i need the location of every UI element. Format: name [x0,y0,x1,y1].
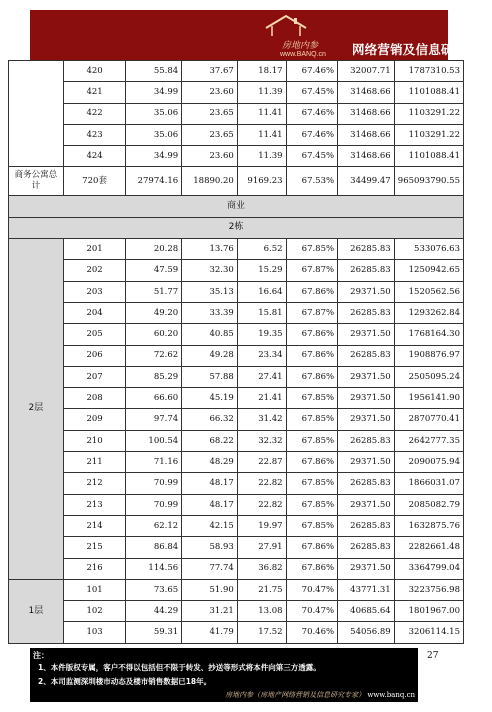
value-cell: 29371.50 [338,494,395,515]
value-cell: 15.81 [237,302,286,323]
value-cell: 67.85% [286,409,338,430]
value-cell: 48.29 [182,452,238,473]
unit-number-cell: 212 [63,473,126,494]
floor-1-label: 1层 [9,579,64,643]
table-row [9,239,464,260]
unit-price-table [8,60,464,644]
value-cell: 1768164.30 [394,324,463,345]
value-cell: 37.67 [182,61,238,82]
table-row [9,103,464,124]
value-cell: 35.06 [126,103,182,124]
unit-number-cell: 211 [63,452,126,473]
value-cell: 67.86% [286,324,338,345]
value-cell: 67.85% [286,515,338,536]
table-row [9,537,464,558]
value-cell: 13.08 [237,601,286,622]
value-cell: 1866031.07 [394,473,463,494]
value-cell: 3206114.15 [394,622,463,643]
value-cell: 67.86% [286,366,338,387]
section-commercial-label: 商业 [9,196,464,217]
total-price: 34499.47 [338,167,395,196]
table-row [9,622,464,643]
value-cell: 32.32 [237,430,286,451]
table-row [9,473,464,494]
value-cell: 31468.66 [338,82,395,103]
unit-number-cell: 213 [63,494,126,515]
floor-label-empty [9,61,64,167]
unit-number-cell: 206 [63,345,126,366]
footer-notes [30,648,418,702]
note-label: 注： [33,651,49,660]
value-cell: 35.06 [126,124,182,145]
value-cell: 22.82 [237,494,286,515]
value-cell: 67.87% [286,260,338,281]
value-cell: 57.88 [182,366,238,387]
value-cell: 1103291.22 [394,103,463,124]
table-body-floor-1 [9,579,464,643]
note-copyright: 1、本件版权专属，客户不得以包括但不限于转发、抄送等形式将本件向第三方透露。 [38,663,321,672]
value-cell: 1293262.84 [394,302,463,323]
section-row-building [9,217,464,238]
value-cell: 31.21 [182,601,238,622]
value-cell: 85.29 [126,366,182,387]
value-cell: 16.64 [237,281,286,302]
footer-brand-name: 房地内参（房地产网络营销及信息研究专家） [225,691,366,699]
value-cell: 32.30 [182,260,238,281]
value-cell: 29371.50 [338,558,395,579]
table-body-apartments [9,61,464,167]
value-cell: 2642777.35 [394,430,463,451]
value-cell: 29371.50 [338,366,395,387]
table-row [9,260,464,281]
value-cell: 26285.83 [338,345,395,366]
value-cell: 34.99 [126,82,182,103]
table-row [9,601,464,622]
value-cell: 21.75 [237,579,286,600]
value-cell: 48.17 [182,473,238,494]
value-cell: 67.85% [286,239,338,260]
value-cell: 67.85% [286,430,338,451]
value-cell: 23.65 [182,103,238,124]
table-row [9,82,464,103]
value-cell: 68.22 [182,430,238,451]
unit-number-cell: 424 [63,146,126,167]
value-cell: 73.65 [126,579,182,600]
value-cell: 26285.83 [338,473,395,494]
value-cell: 51.90 [182,579,238,600]
unit-number-cell: 209 [63,409,126,430]
value-cell: 1956141.90 [394,388,463,409]
value-cell: 86.84 [126,537,182,558]
page-number: 27 [427,651,439,661]
value-cell: 11.41 [237,124,286,145]
unit-number-cell: 420 [63,61,126,82]
value-cell: 11.39 [237,82,286,103]
value-cell: 67.87% [286,302,338,323]
value-cell: 6.52 [237,239,286,260]
value-cell: 67.86% [286,452,338,473]
value-cell: 41.79 [182,622,238,643]
value-cell: 31468.66 [338,146,395,167]
unit-number-cell: 215 [63,537,126,558]
table-row [9,579,464,600]
value-cell: 67.45% [286,146,338,167]
table-row [9,281,464,302]
value-cell: 32007.71 [338,61,395,82]
value-cell: 21.41 [237,388,286,409]
value-cell: 26285.83 [338,260,395,281]
value-cell: 67.85% [286,388,338,409]
value-cell: 22.82 [237,473,286,494]
brand-url-text: www.BANQ.cn [280,51,326,58]
value-cell: 11.41 [237,103,286,124]
value-cell: 1250942.65 [394,260,463,281]
unit-number-cell: 101 [63,579,126,600]
brand-script-text: 房地内参 [282,41,319,51]
table-row [9,494,464,515]
value-cell: 1101088.41 [394,82,463,103]
unit-number-cell: 205 [63,324,126,345]
value-cell: 67.46% [286,61,338,82]
table-row [9,366,464,387]
table-row [9,409,464,430]
value-cell: 13.76 [182,239,238,260]
table-row [9,452,464,473]
value-cell: 70.47% [286,601,338,622]
value-cell: 45.19 [182,388,238,409]
value-cell: 67.45% [286,82,338,103]
value-cell: 33.39 [182,302,238,323]
value-cell: 1787310.53 [394,61,463,82]
value-cell: 2505095.24 [394,366,463,387]
value-cell: 62.12 [126,515,182,536]
value-cell: 2870770.41 [394,409,463,430]
value-cell: 60.20 [126,324,182,345]
value-cell: 31468.66 [338,124,395,145]
section-building-label: 2栋 [9,217,464,238]
value-cell: 54056.89 [338,622,395,643]
value-cell: 20.28 [126,239,182,260]
value-cell: 23.65 [182,124,238,145]
value-cell: 1632875.76 [394,515,463,536]
value-cell: 11.39 [237,146,286,167]
total-ratio: 67.53% [286,167,338,196]
value-cell: 70.99 [126,473,182,494]
table-row [9,302,464,323]
value-cell: 26285.83 [338,430,395,451]
value-cell: 1101088.41 [394,146,463,167]
value-cell: 36.82 [237,558,286,579]
table-row [9,61,464,82]
unit-number-cell: 207 [63,366,126,387]
value-cell: 17.52 [237,622,286,643]
value-cell: 31.42 [237,409,286,430]
unit-number-cell: 208 [63,388,126,409]
table-row [9,430,464,451]
value-cell: 44.29 [126,601,182,622]
value-cell: 27.41 [237,366,286,387]
value-cell: 2085082.79 [394,494,463,515]
value-cell: 2282661.48 [394,537,463,558]
value-cell: 58.93 [182,537,238,558]
value-cell: 67.85% [286,494,338,515]
value-cell: 19.35 [237,324,286,345]
total-sum: 965093790.55 [394,167,463,196]
unit-number-cell: 204 [63,302,126,323]
footer-brand-url: www.banq.cn [367,691,415,699]
value-cell: 49.28 [182,345,238,366]
floor-2-label: 2层 [9,239,64,580]
total-label: 商务公寓总计 [9,167,64,196]
brand-title: 网络营销及信息研究专家 [352,42,492,57]
value-cell: 70.47% [286,579,338,600]
value-cell: 2090075.94 [394,452,463,473]
value-cell: 29371.50 [338,452,395,473]
total-shared: 9169.23 [237,167,286,196]
value-cell: 1520562.56 [394,281,463,302]
value-cell: 26285.83 [338,537,395,558]
unit-number-cell: 422 [63,103,126,124]
value-cell: 66.60 [126,388,182,409]
value-cell: 26285.83 [338,302,395,323]
table-row [9,388,464,409]
value-cell: 22.87 [237,452,286,473]
value-cell: 59.31 [126,622,182,643]
value-cell: 67.86% [286,281,338,302]
total-inner: 18890.20 [182,167,238,196]
report-header-banner [30,10,492,60]
value-cell: 97.74 [126,409,182,430]
total-area: 27974.16 [126,167,182,196]
footer-brand [225,690,415,700]
value-cell: 77.74 [182,558,238,579]
value-cell: 18.17 [237,61,286,82]
value-cell: 29371.50 [338,388,395,409]
value-cell: 67.86% [286,558,338,579]
value-cell: 34.99 [126,146,182,167]
value-cell: 3364799.04 [394,558,463,579]
unit-number-cell: 203 [63,281,126,302]
unit-number-cell: 214 [63,515,126,536]
value-cell: 72.62 [126,345,182,366]
value-cell: 1801967.00 [394,601,463,622]
value-cell: 15.29 [237,260,286,281]
value-cell: 67.85% [286,473,338,494]
value-cell: 70.99 [126,494,182,515]
table-row-total [9,167,464,196]
value-cell: 26285.83 [338,239,395,260]
house-logo-icon [262,14,310,40]
value-cell: 533076.63 [394,239,463,260]
value-cell: 29371.50 [338,409,395,430]
value-cell: 66.32 [182,409,238,430]
unit-number-cell: 102 [63,601,126,622]
table-body-floor-2 [9,239,464,580]
value-cell: 49.20 [126,302,182,323]
value-cell: 51.77 [126,281,182,302]
unit-number-cell: 210 [63,430,126,451]
value-cell: 23.60 [182,146,238,167]
unit-number-cell: 202 [63,260,126,281]
unit-number-cell: 421 [63,82,126,103]
section-row-commercial [9,196,464,217]
value-cell: 67.86% [286,537,338,558]
value-cell: 31468.66 [338,103,395,124]
value-cell: 100.54 [126,430,182,451]
table-row [9,558,464,579]
value-cell: 26285.83 [338,515,395,536]
value-cell: 29371.50 [338,324,395,345]
value-cell: 43771.31 [338,579,395,600]
value-cell: 29371.50 [338,281,395,302]
value-cell: 35.13 [182,281,238,302]
table-row [9,324,464,345]
value-cell: 27.91 [237,537,286,558]
value-cell: 1103291.22 [394,124,463,145]
value-cell: 67.46% [286,124,338,145]
unit-number-cell: 103 [63,622,126,643]
value-cell: 55.84 [126,61,182,82]
value-cell: 48.17 [182,494,238,515]
value-cell: 42.15 [182,515,238,536]
value-cell: 67.86% [286,345,338,366]
table-row [9,124,464,145]
table-row [9,146,464,167]
value-cell: 40685.64 [338,601,395,622]
total-units: 720套 [63,167,126,196]
value-cell: 47.59 [126,260,182,281]
value-cell: 23.34 [237,345,286,366]
table-row [9,345,464,366]
note-monitoring: 2、本司监测深圳楼市动态及楼市销售数据已18年。 [38,677,212,686]
value-cell: 23.60 [182,82,238,103]
unit-number-cell: 216 [63,558,126,579]
value-cell: 1908876.97 [394,345,463,366]
value-cell: 3223756.98 [394,579,463,600]
value-cell: 19.97 [237,515,286,536]
value-cell: 114.56 [126,558,182,579]
value-cell: 70.46% [286,622,338,643]
value-cell: 40.85 [182,324,238,345]
unit-number-cell: 201 [63,239,126,260]
value-cell: 71.16 [126,452,182,473]
table-row [9,515,464,536]
unit-number-cell: 423 [63,124,126,145]
value-cell: 67.46% [286,103,338,124]
